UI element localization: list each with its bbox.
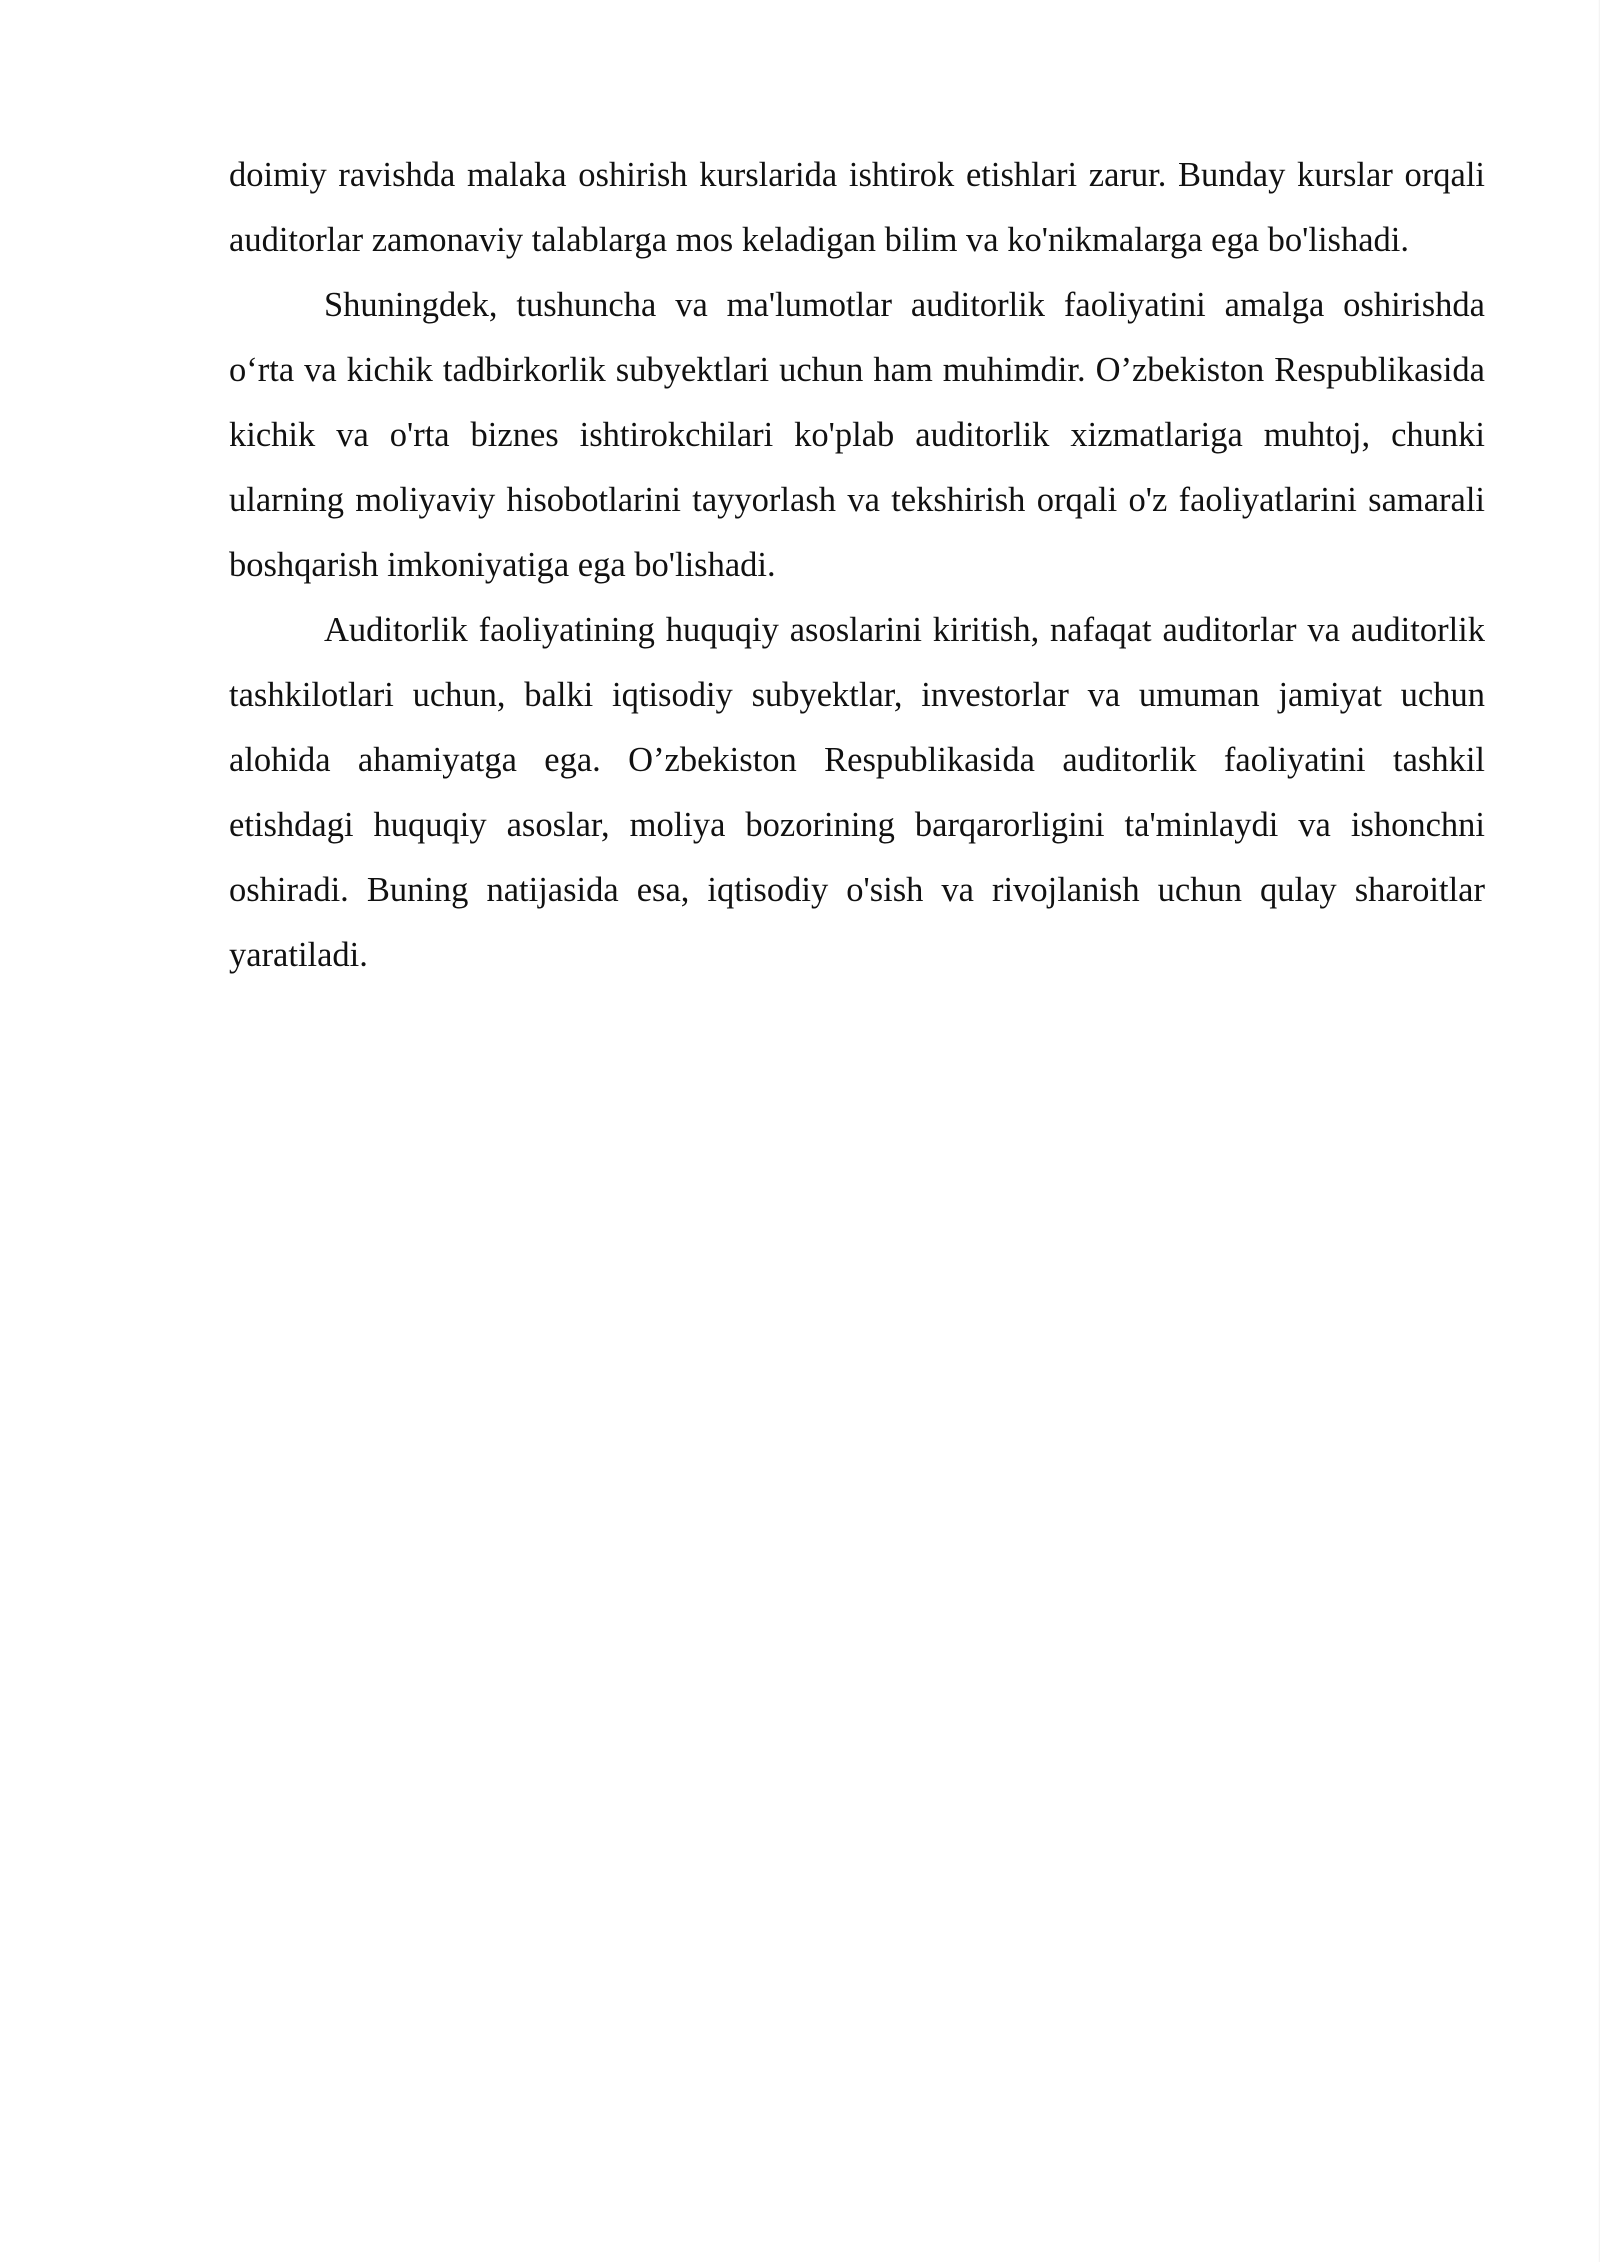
paragraph-small-business: Shuningdek, tushuncha va ma'lumotlar auditorlik faoliyatini amalga oshirishda o‘rta va kichik tadbirkorlik subyektlari uchun ham muhimdir. O’zbekiston Respublikasida kichik va o'rta biznes ishtirokchilari ko'plab auditorlik xizmatlariga muhtoj, chunki ularning moliyaviy hisobotlarini tayyorlash va tekshirish orqali o'z faoliyatlarini samarali boshqarish imkoniyatiga ega bo'lishadi. (229, 286, 1485, 584)
document-body (229, 143, 1485, 988)
paragraph-continuation: doimiy ravishda malaka oshirish kurslarida ishtirok etishlari zarur. Bunday kurslar orqali auditorlar zamonaviy talablarga mos keladigan bilim va ko'nikmalarga ega bo'lishadi. (229, 156, 1485, 259)
paragraph-legal-basis: Auditorlik faoliyatining huquqiy asoslarini kiritish, nafaqat auditorlar va auditorlik tashkilotlari uchun, balki iqtisodiy subyektlar, investorlar va umuman jamiyat uchun alohida ahamiyatga ega. O’zbekiston Respublikasida auditorlik faoliyatini tashkil etishdagi huquqiy asoslar, moliya bozorining barqarorligini ta'minlaydi va ishonchni oshiradi. Buning natijasida esa, iqtisodiy o'sish va rivojlanish uchun qulay sharoitlar yaratiladi. (229, 611, 1485, 974)
